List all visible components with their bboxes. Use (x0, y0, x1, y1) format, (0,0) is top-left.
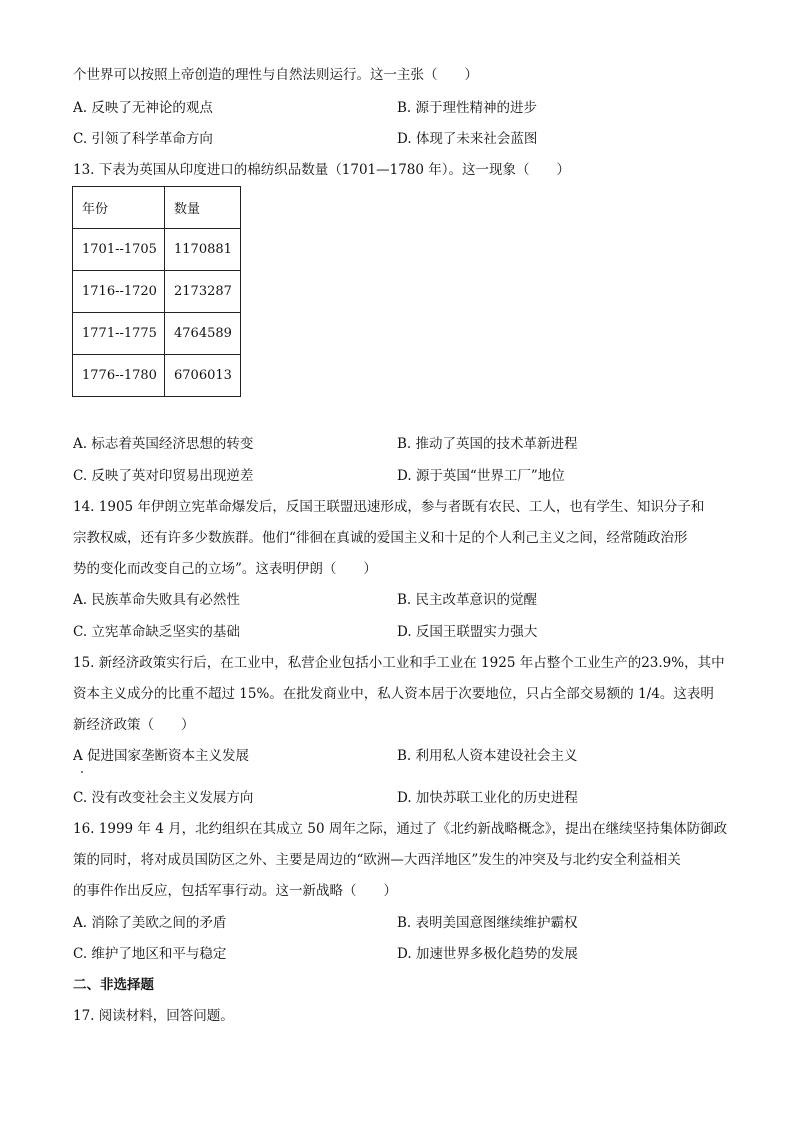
q16-stem-line-2: 策的同时，将对成员国防区之外、主要是周边的“欧洲—大西洋地区”发生的冲突及与北约安全利益相关 (73, 852, 681, 868)
q12-stem-tail: 个世界可以按照上帝创造的理性与自然法则运行。这一主张（ ） (73, 67, 478, 83)
table-cell-quantity: 4764589 (165, 313, 241, 355)
q14-option-b[interactable]: B. 民主改革意识的觉醒 (397, 592, 538, 608)
table-cell-year: 1701--1705 (73, 229, 165, 271)
q14-stem-line-2: 宗教权威，还有许多少数族群。他们“徘徊在真诚的爱国主义和十足的个人利己主义之间，经常随政治形 (73, 530, 688, 546)
q13-option-c[interactable]: C. 反映了英对印贸易出现逆差 (73, 468, 254, 484)
q12-option-d[interactable]: D. 体现了未来社会蓝图 (397, 131, 538, 147)
table-cell-year: 1716--1720 (73, 271, 165, 313)
table-header-row (73, 187, 241, 229)
q14-stem-line-1: 14. 1905 年伊朗立宪革命爆发后，反国王联盟迅速形成，参与者既有农民、工人，也有学生、知识分子和 (73, 499, 705, 515)
q12-option-b[interactable]: B. 源于理性精神的进步 (397, 100, 538, 116)
q16-option-d[interactable]: D. 加速世界多极化趋势的发展 (397, 946, 578, 962)
table-cell-quantity: 1170881 (165, 229, 241, 271)
table-row (73, 313, 241, 355)
q15-stem-line-3: 新经济政策（ ） (73, 717, 195, 733)
q17-stem: 17. 阅读材料，回答问题。 (73, 1008, 234, 1024)
q16-stem-line-1: 16. 1999 年 4 月，北约组织在其成立 50 周年之际，通过了《北约新战略概念》，提出在继续坚持集体防御政 (73, 821, 728, 837)
table-row (73, 271, 241, 313)
q16-option-b[interactable]: B. 表明美国意图继续维护霸权 (397, 915, 578, 931)
table-header-year: 年份 (73, 187, 165, 229)
q16-option-c[interactable]: C. 维护了地区和平与稳定 (73, 946, 227, 962)
q13-table (72, 186, 241, 397)
q13-option-b[interactable]: B. 推动了英国的技术革新进程 (397, 436, 578, 452)
q15-option-a[interactable]: A 促进国家垄断资本主义发展 (73, 748, 250, 764)
q14-stem-line-3: 势的变化而改变自己的立场”。这表明伊朗（ ） (73, 561, 377, 577)
q13-option-d[interactable]: D. 源于英国“世界工厂”地位 (397, 468, 565, 484)
table-cell-year: 1776--1780 (73, 355, 165, 397)
table-cell-quantity: 6706013 (165, 355, 241, 397)
q12-option-c[interactable]: C. 引领了科学革命方向 (73, 131, 213, 147)
q15-option-d[interactable]: D. 加快苏联工业化的历史进程 (397, 790, 578, 806)
q15-stem-line-1: 15. 新经济政策实行后，在工业中，私营企业包括小工业和手工业在 1925 年占整个工业生产的23.9%，其中 (73, 655, 725, 671)
section-title: 二、非选择题 (73, 977, 154, 993)
table-cell-year: 1771--1775 (73, 313, 165, 355)
table-row (73, 355, 241, 397)
q15-stem-line-2: 资本主义成分的比重不超过 15%。在批发商业中，私人资本居于次要地位，只占全部交易额的 1/4。这表明 (73, 686, 714, 702)
table-cell-quantity: 2173287 (165, 271, 241, 313)
q15-option-c[interactable]: C. 没有改变社会主义发展方向 (73, 790, 254, 806)
q14-option-a[interactable]: A. 民族革命失败具有必然性 (73, 592, 240, 608)
q16-stem-line-3: 的事件作出反应，包括军事行动。这一新战略（ ） (73, 883, 397, 899)
q12-option-a[interactable]: A. 反映了无神论的观点 (73, 100, 213, 116)
q15-option-b[interactable]: B. 利用私人资本建设社会主义 (397, 748, 578, 764)
q13-option-a[interactable]: A. 标志着英国经济思想的转变 (73, 436, 254, 452)
q13-stem: 13. 下表为英国从印度进口的棉纺织品数量（1701—1780 年）。这一现象（ ） (73, 162, 571, 178)
table-header-quantity: 数量 (165, 187, 241, 229)
scan-speck (81, 771, 83, 773)
q14-option-c[interactable]: C. 立宪革命缺乏坚实的基础 (73, 624, 240, 640)
table-row (73, 229, 241, 271)
q16-option-a[interactable]: A. 消除了美欧之间的矛盾 (73, 915, 227, 931)
q14-option-d[interactable]: D. 反国王联盟实力强大 (397, 624, 538, 640)
